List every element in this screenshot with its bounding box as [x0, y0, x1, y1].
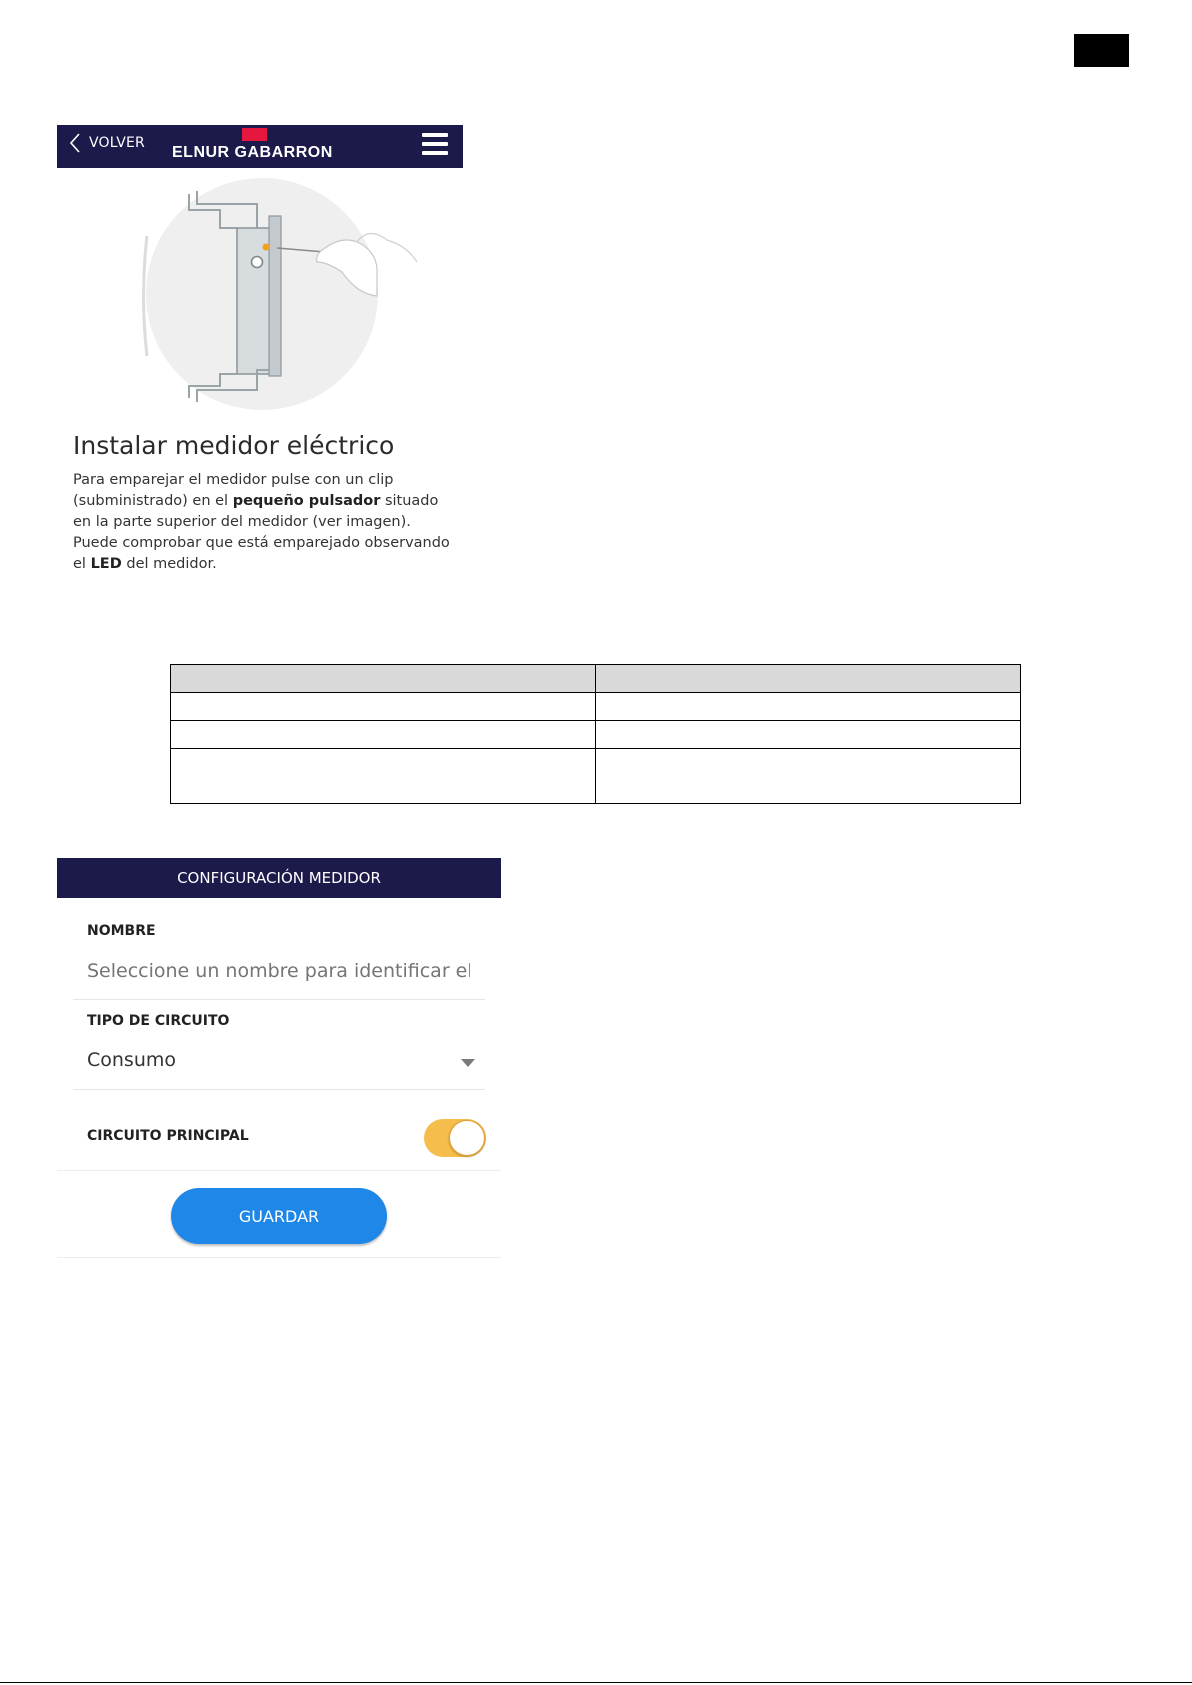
table-cell [596, 721, 1021, 749]
table-row [171, 749, 1021, 804]
page-bottom-line [0, 1682, 1192, 1683]
table-cell [596, 665, 1021, 693]
name-input[interactable] [87, 960, 470, 982]
chevron-left-icon [69, 133, 81, 153]
divider [57, 1257, 501, 1258]
save-button[interactable]: GUARDAR [171, 1188, 387, 1244]
empty-table [170, 664, 1021, 804]
back-label: VOLVER [89, 135, 145, 151]
brand-flag [242, 128, 267, 141]
caret-down-icon [461, 1059, 475, 1067]
led-emphasis: LED [90, 556, 122, 572]
divider [57, 1170, 501, 1171]
hamburger-menu-icon[interactable] [422, 133, 448, 158]
divider [73, 999, 485, 1000]
app-header [57, 125, 463, 168]
main-circuit-toggle[interactable] [424, 1119, 486, 1157]
table-cell [171, 665, 596, 693]
install-instructions: Para emparejar el medidor pulse con un clip (subministrado) en el pequeño pulsador situado en la parte superior del medidor (ver imagen). Puede comprobar que está emparejado observando el LED del medidor. [73, 472, 450, 572]
table-cell [171, 721, 596, 749]
table-cell [596, 749, 1021, 804]
meter-illustration [57, 176, 463, 416]
table-row [171, 721, 1021, 749]
circuit-type-select[interactable] [87, 1049, 475, 1077]
main-circuit-label: CIRCUITO PRINCIPAL [87, 1128, 249, 1144]
toggle-knob [449, 1120, 485, 1156]
small-button-emphasis: pequeño pulsador [232, 493, 381, 509]
table-cell [171, 693, 596, 721]
brand-wordmark: ELNUR GABARRON [172, 144, 333, 161]
brand-logo [172, 125, 352, 168]
divider [73, 1089, 485, 1090]
config-header: CONFIGURACIÓN MEDIDOR [57, 858, 501, 898]
table-cell [171, 749, 596, 804]
table-row [171, 693, 1021, 721]
black-tab [1074, 34, 1129, 67]
name-label: NOMBRE [87, 923, 156, 939]
table-header-row [171, 665, 1021, 693]
install-title: Instalar medidor eléctrico [73, 431, 395, 460]
circuit-type-label: TIPO DE CIRCUITO [87, 1013, 230, 1029]
circuit-type-value: Consumo [87, 1049, 177, 1071]
table-cell [596, 693, 1021, 721]
meter-config-panel [57, 858, 501, 1258]
back-button[interactable] [69, 133, 145, 153]
